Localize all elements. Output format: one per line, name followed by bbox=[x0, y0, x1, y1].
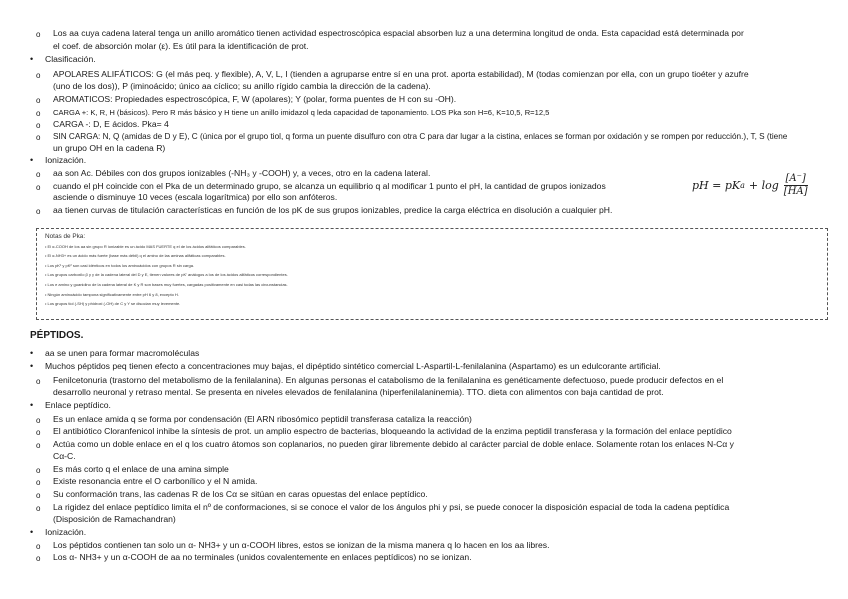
sub-bullet: o bbox=[36, 416, 41, 425]
text-line: (Disposición de Ramachandran) bbox=[53, 514, 176, 524]
section-title: Enlace peptídico. bbox=[45, 400, 111, 410]
note-item: • Los grupos carboxilo β y γ de la cadena lateral del D y E, tienen valores de pK' análogos a los de los ácidos alifáticos correspondientes. bbox=[45, 272, 288, 278]
sub-bullet: o bbox=[36, 109, 41, 118]
sub-bullet: o bbox=[36, 207, 41, 216]
text-line: La rigidez del enlace peptídico limita el nº de conformaciones, si se conoce el valor de los ángulos phi y psi, se puede conocer la disposición espacial de toda la cadena peptídica bbox=[53, 502, 730, 512]
sub-bullet: o bbox=[36, 542, 41, 551]
sub-bullet: o bbox=[36, 96, 41, 105]
text-line: asciende o disminuye 10 veces (escala logarítmica) por ello son anfóteros. bbox=[53, 192, 338, 202]
notes-box bbox=[36, 228, 828, 320]
sub-bullet: o bbox=[36, 71, 41, 80]
text-line: desarrollo neuronal y retraso mental. Se presenta en niveles elevados de fenilalanina (hiperfenilalaninemia). TTO. dieta con alimentos con baja cantidad de prot. bbox=[53, 387, 664, 397]
text-line: APOLARES ALIFÁTICOS: G (el más peq. y flexible), A, V, L, I (tienden a agruparse entre sí en una prot. aporta estabilidad), M (todas comienzan por ella, con un grupo tioéter y azufre bbox=[53, 69, 749, 79]
text-line: Los α- NH3+ y un α-COOH de aa no terminales (unidos covalentemente en enlaces peptídicos) no se ionizan. bbox=[53, 552, 472, 562]
sub-bullet: o bbox=[36, 441, 41, 450]
section-title: Ionización. bbox=[45, 527, 87, 537]
text-line: Los péptidos contienen tan solo un α- NH3+ y un α-COOH libres, estos se ionizan de la misma manera q lo hacen en los aa libres. bbox=[53, 540, 550, 550]
sub-bullet: o bbox=[36, 170, 41, 179]
text-line: Cα-C. bbox=[53, 451, 76, 461]
text-line: Actúa como un doble enlace en el q los cuatro átomos son coplanarios, no pueden girar libremente debido al carácter parcial de doble enlace. Solamente rotan los enlaces N-Cα y bbox=[53, 439, 734, 449]
text-line: CARGA +: K, R, H (básicos). Pero R más básico y H tiene un anillo imidazol q leda capacidad de taponamiento. LOS Pka son H=6, K=10,5, R=12,5 bbox=[53, 108, 550, 117]
bullet: • bbox=[30, 361, 34, 371]
section-title: Clasificación. bbox=[45, 54, 96, 64]
bullet: • bbox=[30, 54, 34, 64]
text-line: Su conformación trans, las cadenas R de los Cα se sitúan en caras opuestas del enlace peptídico. bbox=[53, 489, 428, 499]
note-item: • Los grupos tiol (-SH) y phidroxi (-OH) de C y Y se disocian muy levemente. bbox=[45, 301, 181, 307]
formula-denominator: [HA] bbox=[783, 186, 808, 197]
sub-bullet: o bbox=[36, 133, 41, 142]
notes-title: Notas de Pka: bbox=[45, 233, 86, 240]
formula-lhs: pH = pK bbox=[692, 178, 741, 192]
note-item: • El α-COOH de los aa sin grupo R ionizable es un ácido MAS FUERTE q el de los ácidos alifáticos comparables. bbox=[45, 243, 246, 249]
sub-bullet: o bbox=[36, 121, 41, 130]
formula-sub: a bbox=[740, 180, 745, 190]
text-line: Es un enlace amida q se forma por condensación (El ARN ribosómico peptidil transferasa cataliza la reacción) bbox=[53, 414, 472, 424]
text-line: CARGA -: D, E ácidos. Pka= 4 bbox=[53, 119, 169, 129]
section-heading: PÉPTIDOS. bbox=[30, 330, 84, 341]
note-item: • Los e amino y guanidino de la cadena lateral de K y R son bases muy fuertes, cargadas positivamente en casi todas las circunstancias. bbox=[45, 281, 288, 287]
text-line: un grupo OH en la cadena R) bbox=[53, 143, 166, 153]
bullet: • bbox=[30, 155, 34, 165]
sub-bullet: o bbox=[36, 478, 41, 487]
text-line: El antibiótico Cloranfenicol inhibe la síntesis de prot. un amplio espectro de bacterias, bloqueando la actividad de la enzima peptidil transferasa y la formación del enlace peptídico bbox=[53, 426, 732, 436]
bullet: • bbox=[30, 400, 34, 410]
text-line: Muchos péptidos peq tienen efecto a concentraciones muy bajas, el dipéptido sintético comercial L-Aspartil-L-fenilalanina (Aspartamo) es un edulcorante artificial. bbox=[45, 361, 661, 371]
text-line: Fenilcetonuria (trastorno del metabolismo de la fenilalanina). En algunas personas el catabolismo de la fenilalanina es genéticamente defectuoso, puede producir defectos en el bbox=[53, 375, 724, 385]
bullet: • bbox=[30, 348, 34, 358]
text-line: AROMATICOS: Propiedades espectroscópica, F, W (apolares); Y (polar, forma puentes de H con su -OH). bbox=[53, 94, 457, 104]
sub-bullet: o bbox=[36, 428, 41, 437]
formula-mid: + log bbox=[748, 178, 779, 192]
sub-bullet: o bbox=[36, 30, 41, 39]
text-line: cuando el pH coincide con el Pka de un determinado grupo, se alcanza un equilibrio q al modificar 1 punto el pH, la cantidad de grupos ionizados bbox=[53, 181, 606, 191]
text-line: Es más corto q el enlace de una amina simple bbox=[53, 464, 229, 474]
sub-bullet: o bbox=[36, 491, 41, 500]
sub-bullet: o bbox=[36, 183, 41, 192]
text-line: el coef. de absorción molar (ε). Es útil para la identificación de prot. bbox=[53, 41, 309, 51]
sub-bullet: o bbox=[36, 554, 41, 563]
formula-numerator: [A⁻] bbox=[785, 173, 806, 184]
bullet: • bbox=[30, 527, 34, 537]
henderson-hasselbalch-formula bbox=[692, 173, 810, 198]
text-line: aa tienen curvas de titulación características en función de los pK de sus grupos ionizables, predice la carga eléctrica en disolución a cualquier pH. bbox=[53, 205, 613, 215]
sub-bullet: o bbox=[36, 377, 41, 386]
note-item: • Ningún aminoácido tampona significativamente entre pH 6 y 8, excepto H. bbox=[45, 291, 179, 297]
text-line: Los aa cuya cadena lateral tenga un anillo aromático tienen actividad espectroscópica espacial absorben luz a una determina longitud de onda. Esta capacidad está determinada por bbox=[53, 28, 744, 38]
text-line: aa se unen para formar macromoléculas bbox=[45, 348, 200, 358]
text-line: aa son Ac. Débiles con dos grupos ionizables (-NH₃ y -COOH) y, a veces, otro en la cadena lateral. bbox=[53, 168, 431, 178]
sub-bullet: o bbox=[36, 466, 41, 475]
formula-fraction bbox=[782, 173, 810, 198]
text-line: SIN CARGA: N, Q (amidas de D y E), C (única por el grupo tiol, q forma un puente disulfuro con otra C para dar lugar a la cistina, enlaces se forman por oxidación y se rompen por reducción.), T, S (tiene bbox=[53, 132, 788, 141]
text-line: (uno de los dos)), P (iminoácido; único aa cíclico; su anillo rígido cambia la dirección de la cadena). bbox=[53, 81, 431, 91]
sub-bullet: o bbox=[36, 504, 41, 513]
note-item: • Los pK¹ y pK² son casi idénticos en todos los aminoácidos con grupos R sin carga. bbox=[45, 262, 195, 268]
text-line: Existe resonancia entre el O carbonílico y el N amida. bbox=[53, 476, 258, 486]
section-title: Ionización. bbox=[45, 155, 87, 165]
note-item: • El α-NH3+ es un ácido más fuerte (base más débil) q el amino de las aminas alifáticas comparables. bbox=[45, 253, 226, 259]
